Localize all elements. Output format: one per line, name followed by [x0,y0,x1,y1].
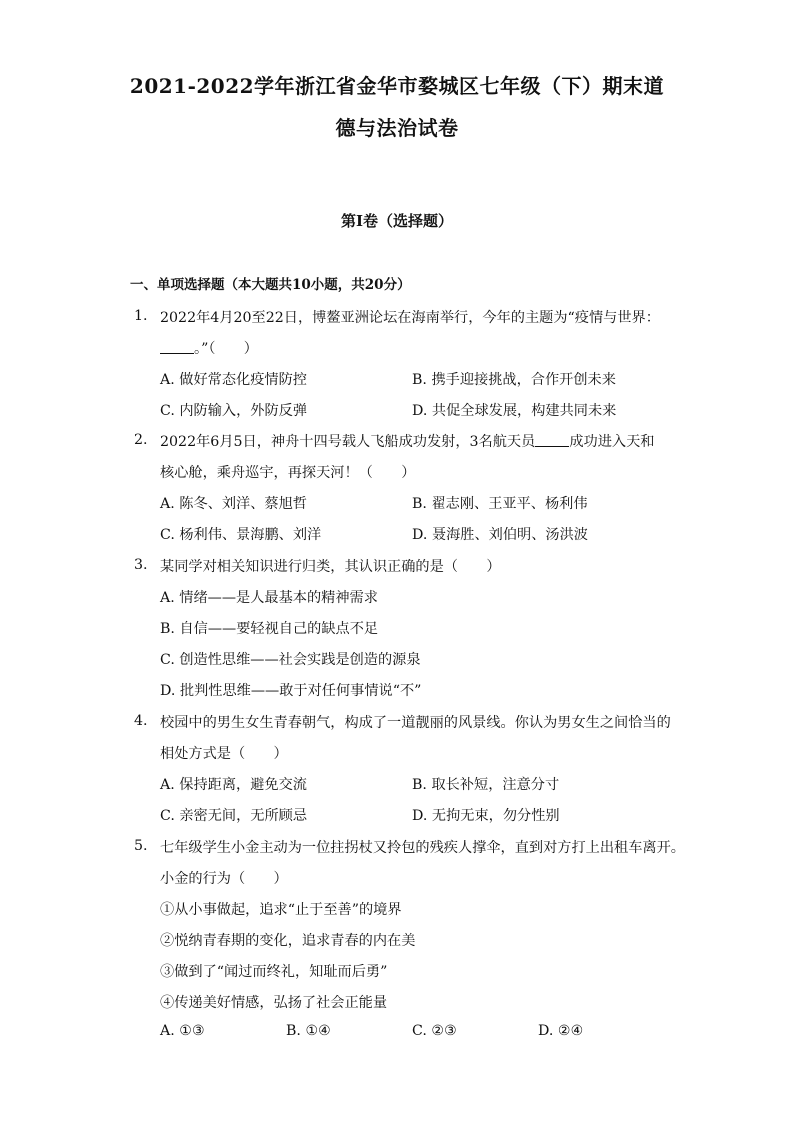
question-stem: 相处方式是（ ） [160,746,288,762]
option-d: D. 共促全球发展，构建共同未来 [412,403,617,419]
question-stem: 核心舱，乘舟巡宇，再探天河！（ ） [160,465,416,481]
statement-item: ①从小事做起，追求“止于至善”的境界 [160,902,402,918]
option-d: D. 聂海胜、刘伯明、汤洪波 [412,527,588,543]
question-number: 3. [134,557,148,573]
option-a: A. 陈冬、刘洋、蔡旭哲 [160,496,307,512]
question-stem: 七年级学生小金主动为一位拄拐杖又拎包的残疾人撑伞，直到对方打上出租车离开。 [160,840,685,856]
section-heading: 一、单项选择题（本大题共10小题，共20分） [130,277,411,293]
option-b: B. 携手迎接挑战，合作开创未来 [412,372,616,388]
option-b: B. 翟志刚、王亚平、杨利伟 [412,496,588,512]
exam-title-line2: 德与法治试卷 [335,116,459,140]
question-number: 1. [134,308,148,324]
option-c: C. 亲密无间，无所顾忌 [160,808,308,824]
part-label: 第I卷（选择题） [340,212,454,230]
answer-blank [535,434,569,447]
question-stem: 。”（ ） [160,338,258,358]
question-number: 4. [134,713,148,729]
option-a: A. ①③ [160,1023,205,1039]
statement-item: ④传递美好情感，弘扬了社会正能量 [160,995,388,1011]
question-number: 5. [134,838,148,854]
question-stem: 2022年4月20至22日，博鳌亚洲论坛在海南举行，今年的主题为“疫情与世界： [160,310,660,326]
option-c: C. ②③ [412,1023,457,1039]
question-stem: 小金的行为（ ） [160,871,288,887]
question-number: 2. [134,432,148,448]
exam-title-line1: 2021-2022学年浙江省金华市婺城区七年级（下）期末道 [129,74,665,98]
option-b: B. ①④ [286,1023,331,1039]
option-d: D. 批判性思维——敢于对任何事情说“不” [160,683,422,699]
option-a: A. 保持距离，避免交流 [160,777,307,793]
option-c: C. 创造性思维——社会实践是创造的源泉 [160,652,421,668]
question-stem: 校园中的男生女生青春朝气，构成了一道靓丽的风景线。你认为男女生之间恰当的 [160,715,671,731]
answer-blank [160,341,194,354]
option-d: D. 无拘无束，勿分性别 [412,808,560,824]
option-a: A. 做好常态化疫情防控 [160,372,307,388]
option-c: C. 杨利伟、景海鹏、刘洋 [160,527,322,543]
option-b: B. 自信——要轻视自己的缺点不足 [160,621,379,637]
question-stem: 2022年6月5日，神舟十四号载人飞船成功发射，3名航天员 成功进入天和 [160,434,655,450]
option-d: D. ②④ [538,1023,584,1039]
option-b: B. 取长补短，注意分寸 [412,777,560,793]
option-c: C. 内防输入，外防反弹 [160,403,308,419]
statement-item: ②悦纳青春期的变化，追求青春的内在美 [160,933,416,949]
option-a: A. 情绪——是人最基本的精神需求 [160,590,378,606]
question-stem: 某同学对相关知识进行归类，其认识正确的是（ ） [160,559,501,575]
statement-item: ③做到了“闻过而终礼，知耻而后勇” [160,964,388,980]
